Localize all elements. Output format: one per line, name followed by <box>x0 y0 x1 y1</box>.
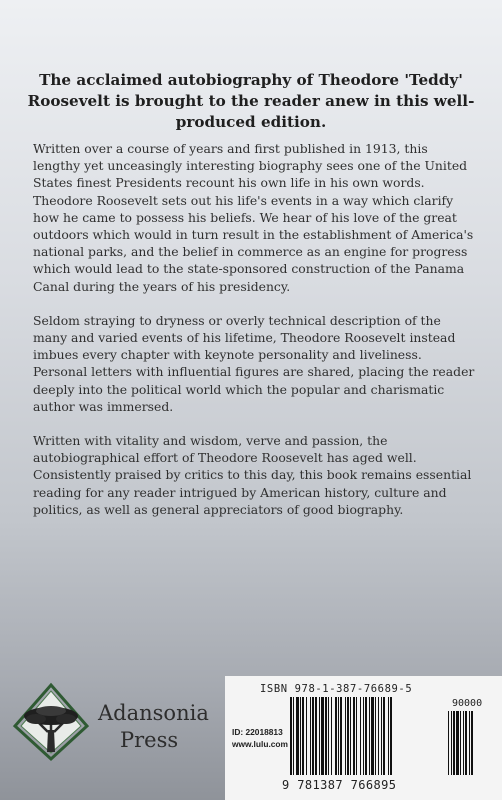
ean-digits: 9 781387 766895 <box>282 778 397 792</box>
barcode-icon <box>288 697 482 779</box>
tagline: The acclaimed autobiography of Theodore 'Teddy' Roosevelt is brought to the reader anew in this well-produced edition. <box>27 71 475 131</box>
description-paragraph-3: Written with vitality and wisdom, verve and passion, the autobiographical effort of Theodore Roosevelt has aged well. Consistently praised by critics to this day, this book remains essential reading for any reader intrigued by American history, culture and politics, as well as general appreciators of good biography. <box>33 433 472 517</box>
description-paragraph-1: Written over a course of years and first published in 1913, this lengthy yet unceasingly interesting biography sees one of the United States finest Presidents recount his own life in his own words. Theodore Roosevelt sets out his life's events in a way which clarify how he came to possess his beliefs. We hear of his love of the great outdoors which would in turn result in the establishment of America's national parks, and the belief in commerce as an engine for progress which would lead to the state-sponsored construction of the Panama Canal during the years of his presidency. <box>33 141 474 294</box>
lulu-id: ID: 22018813 <box>232 727 283 737</box>
publisher-name <box>98 700 218 754</box>
baobab-tree-logo-icon <box>12 682 90 762</box>
publisher-line-1: Adansonia <box>98 701 209 725</box>
isbn-label: ISBN 978-1-387-76689-5 <box>260 683 413 695</box>
description <box>33 140 475 535</box>
publisher-line-2: Press <box>120 728 179 752</box>
description-paragraph-2: Seldom straying to dryness or overly technical description of the many and varied events of his lifetime, Theodore Roosevelt instead imbues every chapter with keynote personality and liveliness. Personal letters with influential figures are shared, placing the reader deeply into the political world which the popular and charismatic author was immersed. <box>33 312 475 414</box>
price-addon-code: 90000 <box>452 698 483 709</box>
lulu-url: www.lulu.com <box>232 739 288 749</box>
